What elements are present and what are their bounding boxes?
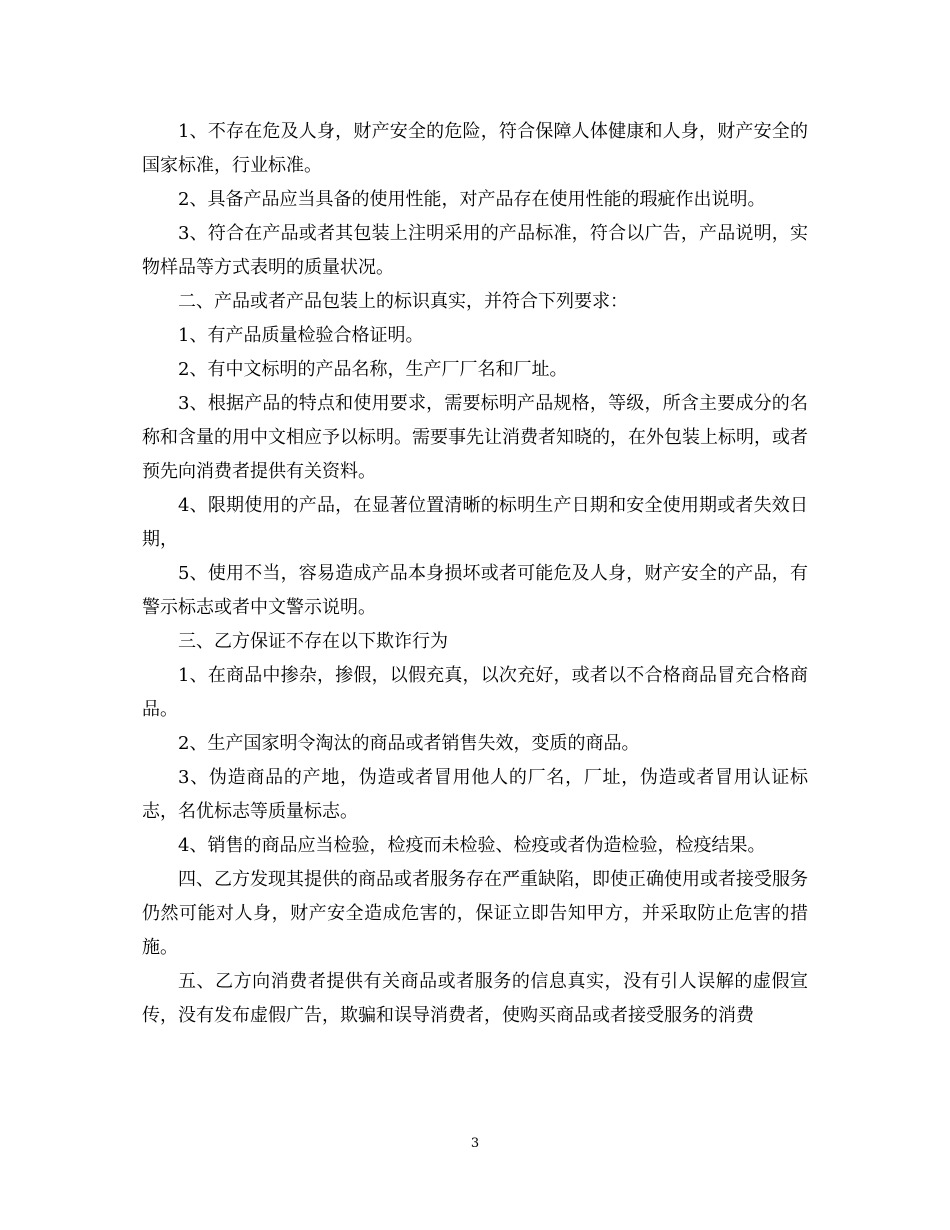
section-heading-truthful-info: 五、乙方向消费者提供有关商品或者服务的信息真实，没有引人误解的虚假宣传，没有发布虚假广告，欺骗和误导消费者，使购买商品或者接受服务的消费 xyxy=(142,971,808,1026)
section-heading-fraud: 三、乙方保证不存在以下欺诈行为 xyxy=(178,631,448,652)
paragraph-safety-standard: 1、不存在危及人身，财产安全的危险，符合保障人体健康和人身，财产安全的国家标准，行业标准。 xyxy=(142,121,808,176)
paragraph-forgery: 3、伪造商品的产地，伪造或者冒用他人的厂名，厂址，伪造或者冒用认证标志，名优标志等质量标志。 xyxy=(142,767,808,822)
section-heading-defects: 四、乙方发现其提供的商品或者服务存在严重缺陷，即使正确使用或者接受服务仍然可能对人身，财产安全造成危害的，保证立即告知甲方，并采取防止危害的措施。 xyxy=(142,869,808,958)
page-number: 3 xyxy=(470,1136,480,1151)
paragraph-quarantine: 4、销售的商品应当检验，检疫而未检验、检疫或者伪造检验，检疫结果。 xyxy=(178,835,766,856)
paragraph-product-standard: 3、符合在产品或者其包装上注明采用的产品标准，符合以广告，产品说明，实物样品等方式表明的质量状况。 xyxy=(142,223,808,278)
paragraph-adulteration: 1、在商品中掺杂，掺假，以假充真，以次充好，或者以不合格商品冒充合格商品。 xyxy=(142,665,808,720)
section-heading-labeling: 二、产品或者产品包装上的标识真实，并符合下列要求： xyxy=(178,291,628,312)
paragraph-chinese-name: 2、有中文标明的产品名称，生产厂厂名和厂址。 xyxy=(178,359,568,380)
paragraph-obsolete-goods: 2、生产国家明令淘汰的商品或者销售失效，变质的商品。 xyxy=(178,733,640,754)
paragraph-usage-performance: 2、具备产品应当具备的使用性能，对产品存在使用性能的瑕疵作出说明。 xyxy=(178,189,766,210)
paragraph-specifications: 3、根据产品的特点和使用要求，需要标明产品规格，等级，所含主要成分的名称和含量的用中文相应予以标明。需要事先让消费者知晓的，在外包装上标明，或者预先向消费者提供有关资料。 xyxy=(142,393,808,482)
paragraph-expiry-date: 4、限期使用的产品，在显著位置清晰的标明生产日期和安全使用期或者失效日期， xyxy=(142,495,808,550)
paragraph-inspection-certificate: 1、有产品质量检验合格证明。 xyxy=(178,325,424,346)
document-body xyxy=(142,115,808,1033)
paragraph-warning-label: 5、使用不当，容易造成产品本身损坏或者可能危及人身，财产安全的产品，有警示标志或者中文警示说明。 xyxy=(142,563,808,618)
